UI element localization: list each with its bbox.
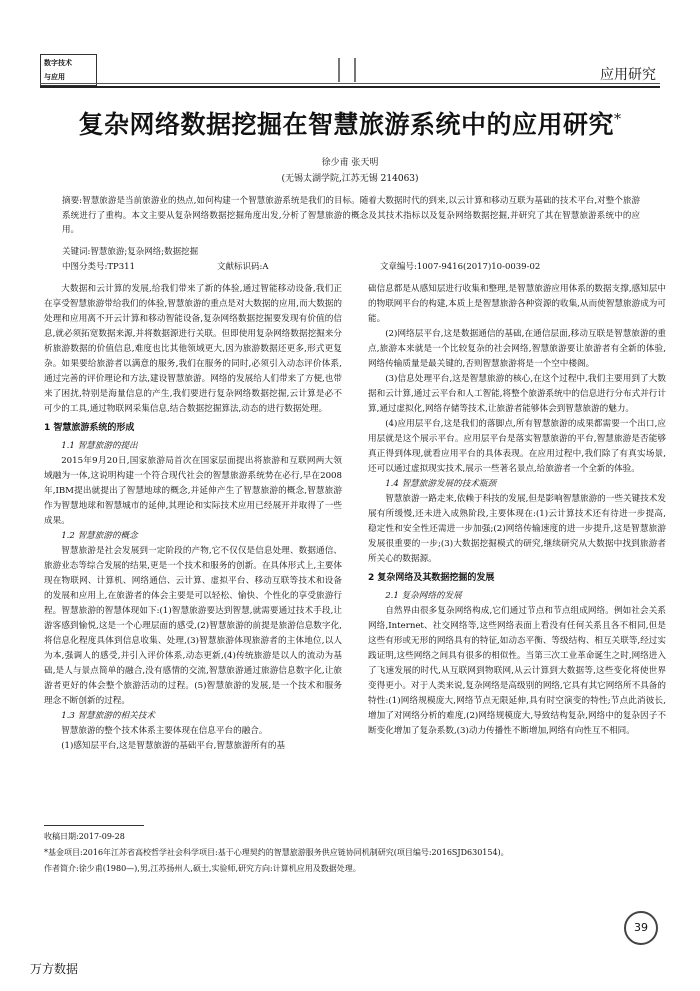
paragraph: (4)应用层平台,这是我们的落脚点,所有智慧旅游的成果都需要一个出口,应用层就是这个展示平台。应用层平台是落实智慧旅游的平台,智慧旅游是否能够真正得到体现,就看应用平台的具体表现。在应用过程中,我们除了有真实场景,还可以通过虚拟现实技术,展示一些著名景点,给旅游者一个全新的体验。 (368, 419, 666, 474)
paragraph: 智慧旅游的整个技术体系主要体现在信息平台的融合。 (61, 726, 268, 736)
article-number: 文章编号:1007-9416(2017)10-0039-02 (380, 262, 541, 272)
section-label: 应用研究 (600, 67, 656, 83)
footnote-received: 收稿日期:2017-09-28 (44, 832, 125, 841)
paragraph: (2)网络层平台,这是数据通信的基础,在通信层面,移动互联是智慧旅游的重点,旅游本来就是一个比较复杂的社会网络,智慧旅游要让旅游者有全新的体验,网络传输质量是最关键的,否则智慧旅游将是一个空中楼阁。 (368, 329, 666, 369)
affiliation: (无锡太湖学院,江苏无锡 214063) (281, 174, 419, 184)
section-heading: 1.2 智慧旅游的概念 (61, 531, 138, 541)
paragraph: 大数据和云计算的发展,给我们带来了新的体验,通过智能移动设备,我们正在享受智慧旅游带给我们的体验,智慧旅游的重点是对大数据的应用,而大数据的处理和应用离不开云计算和移动智能设备,复杂网络数据挖掘要发现有价值的信息,就必须拓宽数据来源,并将数据源进行关联。但即使用复杂网络数据挖掘来分析旅游数据的价值信息,难度也比其他领域更大,因为旅游数据还更多,形式更复杂。如果要给旅游者以满意的服务,我们在服务的同时,必须引入动态评价体系,通过完善的评价理论和方法,建设智慧旅游。网络的发展给人们带来了方便,也带来了困扰,特别是海量信息的产生,我们要进行复杂网络数据挖掘,云计算是必不可少的工具,通过物联网采集信息,结合数据挖掘算法,动态的进行数据处理。 (44, 284, 342, 414)
section-heading: 1.1 智慧旅游的提出 (61, 441, 138, 451)
footnote-author-bio: 作者简介:徐少甫(1980—),男,江苏扬州人,硕士,实验师,研究方向:计算机应用及数据处理。 (44, 864, 361, 873)
section-heading: 2.1 复杂网络的发展 (385, 591, 462, 601)
paragraph: 智慧旅游是社会发展到一定阶段的产物,它不仅仅是信息处理、数据通信、旅游业态等综合发展的结果,更是一个技术和服务的创新。在具体形式上,主要体现在物联网、计算机、网络通信、云计算、虚拟平台、移动互联等技术和设备的发展和应用上,在旅游者的体会主要是可以轻松、愉快、个性化的享受旅游行程。智慧旅游的智慧体现如下:(1)智慧旅游要达到智慧,就需要通过技术手段,让游客感到愉悦,这是一个心理层面的感受,(2)智慧旅游的前提是旅游信息数字化,将信息化程度具体到信息收集、处理,(3)智慧旅游体现旅游者的主体地位,以人为本,强调人的感受,并引入评价体系,动态更新,(4)传统旅游是以人的流动为基础,是人与景点简单的融合,没有感情的交流,智慧旅游通过旅游信息数字化,让旅游者更好的体会整个旅游活动的过程。(5)智慧旅游的发展,是一个技术和服务理念不断创新的过程。 (44, 546, 342, 706)
keywords: 关键词:智慧旅游;复杂网络;数据挖掘 (62, 247, 199, 257)
paragraph: 自然界由很多复杂网络构成,它们通过节点和节点组成网络。例如社会关系网络,Internet、社交网络等,这些网络表面上看没有任何关系且各不相同,但是这些有形或无形的网络具有的特征,如动态平衡、等级结构、相互关联等,经过实践证明,这些网络之间具有很多的相似性。当第三次工业革命诞生之时,网络进入了飞速发展的时代,从互联网到物联网,从云计算到大数据等,这些变化将使世界变得更小。对于人类来说,复杂网络是高级别的网络,它具有其它网络所不具备的特性:(1)网络规模庞大,网络节点无限延伸,具有时空演变的特性;节点此消彼长,增加了对网络分析的难度,(2)网络规模庞大,导致结构复杂,网络中的复杂因子不断变化增加了复杂系数,(3)动力传播性不断增加,网络有向性互不相同。 (368, 606, 666, 736)
header-rule (40, 83, 660, 84)
section-heading: 1.3 智慧旅游的相关技术 (61, 711, 155, 721)
classification-number: 中图分类号:TP311 (62, 262, 135, 272)
body-column-right (368, 282, 666, 739)
paragraph: (3)信息处理平台,这是智慧旅游的核心,在这个过程中,我们主要用到了大数据和云计算,通过云平台和人工智能,将整个旅游系统中的信息进行分布式并行计算,通过虚拟化,网络存储等技术,让旅游者能够体会到智慧旅游的魅力。 (368, 374, 666, 414)
title-footnote-mark: * (614, 111, 622, 128)
paper-title-text: 复杂网络数据挖掘在智慧旅游系统中的应用研究 (78, 110, 614, 139)
paragraph: 2015年9月20日,国家旅游局首次在国家层面提出将旅游和互联网两大领域融为一体,这说明构建一个符合现代社会的智慧旅游系统势在必行,早在2008年,IBM提出就提出了智慧地球的概念,并延伸产生了智慧旅游的概念,智慧旅游作为智慧地球和智慧城市的延伸,其理论和实际技术应用已经展开并取得了一些成果。 (44, 456, 342, 526)
header-divider (338, 58, 340, 82)
section-heading: 2 复杂网络及其数据挖掘的发展 (368, 573, 495, 583)
document-code: 文献标识码:A (217, 262, 269, 272)
paragraph: 础信息都是从感知层进行收集和整理,是智慧旅游应用体系的数据支撑,感知层中的物联网平台的构建,本质上是智慧旅游各种资源的收集,从而使智慧旅游成为可能。 (368, 284, 666, 324)
abstract: 摘要:智慧旅游是当前旅游业的热点,如何构建一个智慧旅游系统是我们的目标。随着大数据时代的到来,以云计算和移动互联为基础的技术平台,对整个旅游系统进行了重构。本文主要从复杂网络数据挖掘角度出发,分析了智慧旅游的概念及其技术指标以及复杂网络数据挖掘,并研究了其在智慧旅游系统中的应用。 (62, 196, 640, 235)
section-heading: 1.4 智慧旅游发展的技术瓶颈 (385, 479, 497, 489)
footnote-rule (44, 825, 144, 826)
journal-logo-line2: 与应用 (44, 73, 65, 81)
section-heading: 1 智慧旅游系统的形成 (44, 423, 135, 433)
header-divider (354, 58, 356, 82)
watermark: 万方数据 (30, 962, 79, 976)
authors: 徐少甫 张天明 (321, 158, 379, 168)
paper-title (0, 105, 700, 141)
body-column-left (44, 282, 342, 754)
footnote-fund: *基金项目:2016年江苏省高校哲学社会科学项目:基于心理契约的智慧旅游服务供应链协同机制研究(项目编号:2016SJD630154)。 (44, 848, 509, 857)
journal-logo-line1: 数字技术 (44, 59, 72, 67)
header-rule (40, 86, 660, 88)
paragraph: 智慧旅游一路走来,依赖于科技的发展,但是影响智慧旅游的一些关键技术发展有所缓慢,还未进入成熟阶段,主要体现在:(1)云计算技术还有待进一步提高,稳定性和安全性还需进一步加强;(2)网络传输速度的进一步提升,这是智慧旅游发展很重要的一步;(3)大数据挖掘模式的研究,继续研究从大数据中找到旅游者所关心的数据源。 (368, 494, 666, 564)
page-number: 39 (624, 911, 658, 945)
paragraph: (1)感知层平台,这是智慧旅游的基础平台,智慧旅游所有的基 (61, 741, 286, 751)
